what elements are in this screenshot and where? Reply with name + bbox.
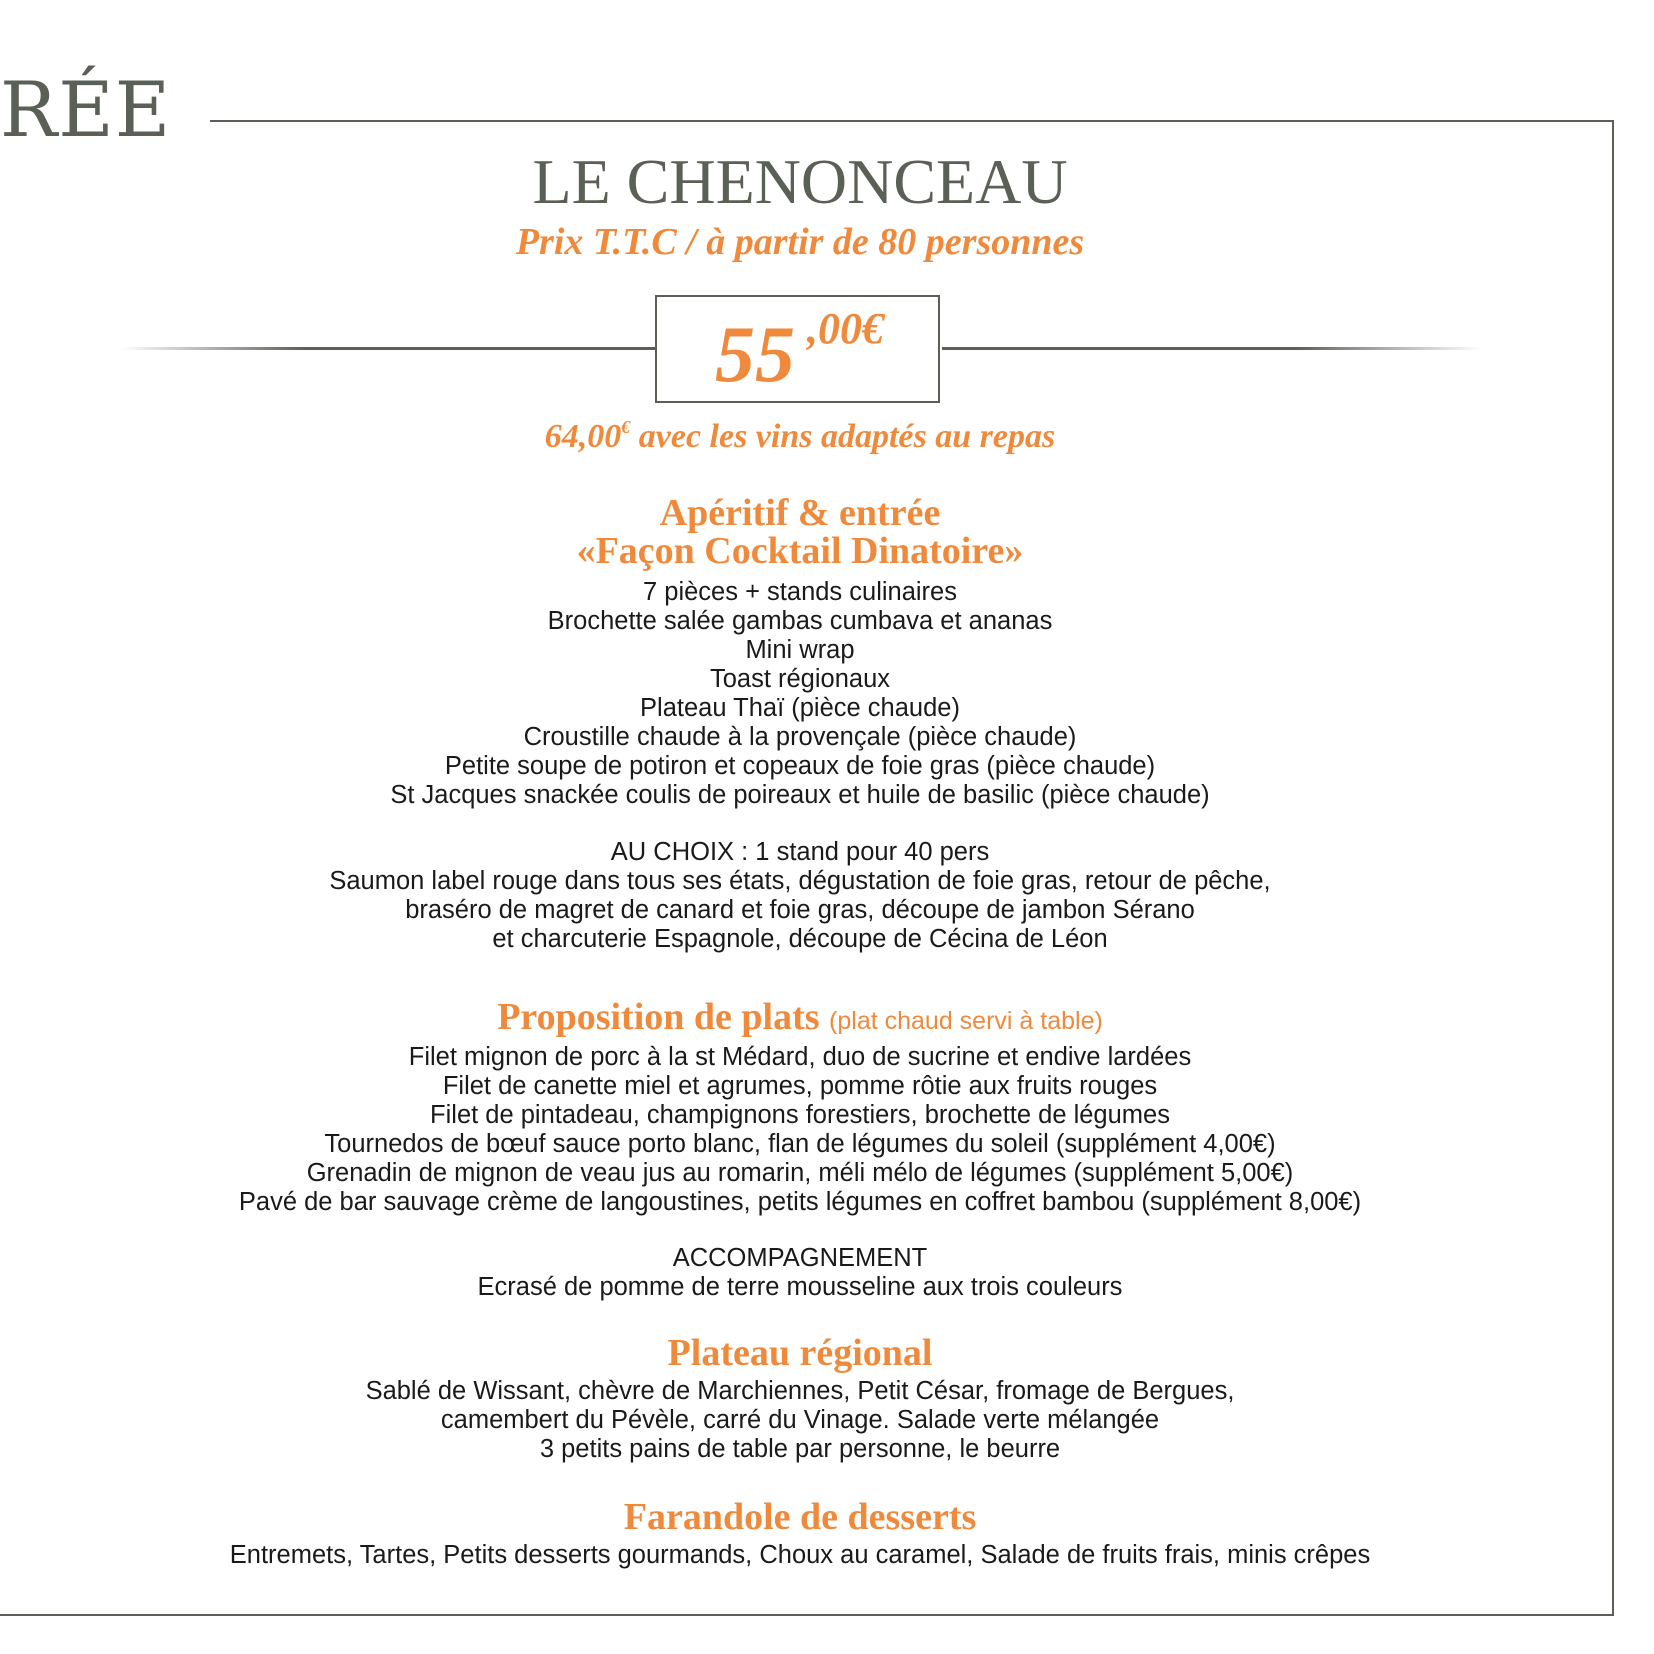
aperitif-heading: Apéritif & entrée [659, 492, 941, 534]
accompagnement-text: Ecrasé de pomme de terre mousseline aux trois couleurs [477, 1273, 1123, 1301]
menu-subtitle: Prix T.T.C / à partir de 80 personnes [515, 221, 1085, 263]
list-item: camembert du Pévèle, carré du Vinage. Salade verte mélangée [440, 1406, 1160, 1434]
list-item: braséro de magret de canard et foie gras, découpe de jambon Sérano [405, 896, 1195, 924]
list-item: Filet de canette miel et agrumes, pomme rôtie aux fruits rouges [442, 1072, 1158, 1100]
price-rule-right [942, 347, 1482, 350]
plateau-list [0, 1377, 1600, 1464]
aperitif-list [0, 578, 1600, 810]
plateau-heading: Plateau régional [667, 1332, 933, 1374]
plats-heading [0, 998, 1600, 1036]
section-title-fragment: RÉE [0, 65, 172, 154]
au-choix-label: AU CHOIX : 1 stand pour 40 pers [610, 838, 990, 866]
desserts-block [0, 1541, 1600, 1570]
accompagnement-block [0, 1244, 1600, 1302]
list-item: Grenadin de mignon de veau jus au romarin, méli mélo de légumes (supplément 5,00€) [306, 1159, 1294, 1187]
plats-list [0, 1043, 1600, 1217]
list-item: Toast régionaux [709, 665, 891, 693]
list-item: Pavé de bar sauvage crème de langoustines, petits légumes en coffret bambou (supplément 8,00€) [238, 1188, 1362, 1216]
aperitif-subheading: «Façon Cocktail Dinatoire» [576, 530, 1024, 572]
list-item: St Jacques snackée coulis de poireaux et huile de basilic (pièce chaude) [390, 781, 1210, 809]
list-item: Plateau Thaï (pièce chaude) [640, 694, 960, 722]
accompagnement-label: ACCOMPAGNEMENT [672, 1244, 928, 1272]
frame-bottom-border [0, 1614, 1614, 1616]
plats-heading-note: (plat chaud servi à table) [829, 1007, 1103, 1035]
plats-heading-label: Proposition de plats [497, 996, 820, 1038]
list-item: Croustille chaude à la provençale (pièce chaude) [523, 723, 1077, 751]
list-item: Saumon label rouge dans tous ses états, dégustation de foie gras, retour de pêche, [329, 867, 1271, 895]
desserts-text: Entremets, Tartes, Petits desserts gourmands, Choux au caramel, Salade de fruits frais, minis crêpes [229, 1541, 1371, 1569]
frame-top-border [210, 120, 1614, 122]
list-item: Filet mignon de porc à la st Médard, duo de sucrine et endive lardées [408, 1043, 1192, 1071]
list-item: Petite soupe de potiron et copeaux de foie gras (pièce chaude) [444, 752, 1156, 780]
desserts-heading: Farandole de desserts [623, 1496, 977, 1538]
price-main: 55 [715, 311, 795, 399]
wine-price-line [0, 418, 1600, 454]
price-box [655, 295, 940, 403]
au-choix-block [0, 838, 1600, 954]
list-item: 7 pièces + stands culinaires [643, 578, 957, 606]
list-item: Mini wrap [745, 636, 855, 664]
list-item: et charcuterie Espagnole, découpe de Cécina de Léon [492, 925, 1108, 953]
list-item: Sablé de Wissant, chèvre de Marchiennes, Petit César, fromage de Bergues, [365, 1377, 1235, 1405]
wine-price-amount: 64,00 [544, 418, 622, 455]
frame-right-border [1612, 120, 1614, 1615]
price-rule-left [120, 347, 655, 350]
list-item: Tournedos de bœuf sauce porto blanc, flan de légumes du soleil (supplément 4,00€) [324, 1130, 1276, 1158]
price-cents: ,00€ [807, 304, 884, 353]
wine-price-text: avec les vins adaptés au repas [630, 418, 1056, 455]
list-item: 3 petits pains de table par personne, le beurre [539, 1435, 1061, 1463]
menu-title: LE CHENONCEAU [532, 146, 1068, 217]
wine-price-currency: € [621, 417, 631, 437]
list-item: Brochette salée gambas cumbava et ananas [547, 607, 1053, 635]
list-item: Filet de pintadeau, champignons forestiers, brochette de légumes [430, 1101, 1170, 1129]
